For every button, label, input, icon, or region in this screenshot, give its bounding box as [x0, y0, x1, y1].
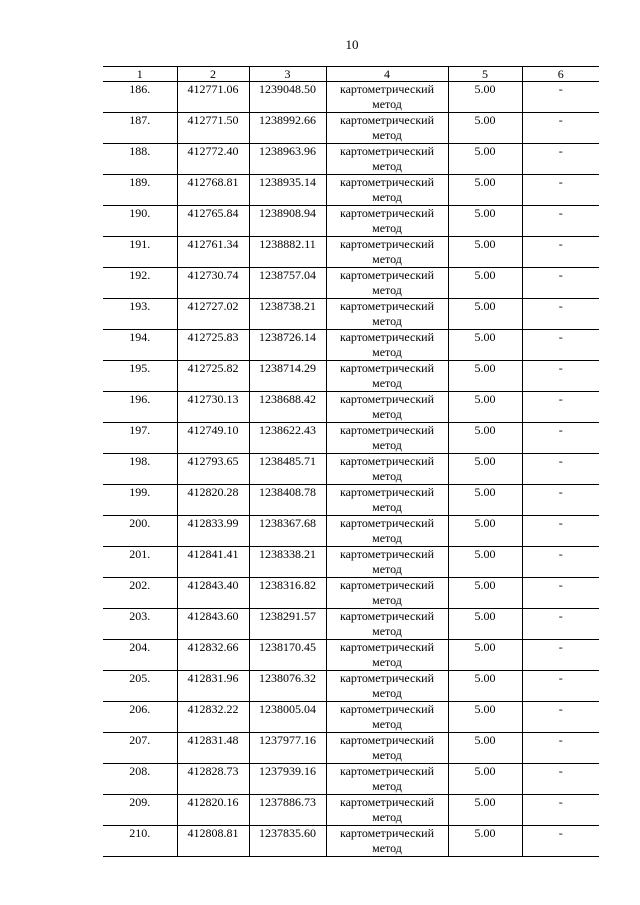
- note-cell: -: [522, 547, 599, 578]
- x-coordinate-cell: 412727.02: [177, 299, 249, 330]
- method-cell: [326, 454, 448, 485]
- y-coordinate-cell: 1237977.16: [249, 733, 326, 764]
- point-number-cell: 209.: [103, 795, 177, 826]
- note-cell: -: [522, 82, 599, 113]
- point-number-cell: 186.: [103, 82, 177, 113]
- method-cell: [326, 299, 448, 330]
- note-cell: -: [522, 268, 599, 299]
- x-coordinate-cell: 412828.73: [177, 764, 249, 795]
- accuracy-cell: 5.00: [448, 144, 522, 175]
- note-cell: -: [522, 485, 599, 516]
- table-row: [103, 299, 599, 330]
- table-row: [103, 113, 599, 144]
- point-number-cell: 202.: [103, 578, 177, 609]
- method-text: картометрический метод: [339, 144, 435, 173]
- note-cell: -: [522, 764, 599, 795]
- y-coordinate-cell: 1238935.14: [249, 175, 326, 206]
- method-text: картометрический метод: [339, 268, 435, 297]
- method-text: картометрический метод: [339, 671, 435, 700]
- accuracy-cell: 5.00: [448, 454, 522, 485]
- method-text: картометрический метод: [339, 485, 435, 514]
- y-coordinate-cell: 1237886.73: [249, 795, 326, 826]
- note-cell: -: [522, 826, 599, 857]
- y-coordinate-cell: 1238908.94: [249, 206, 326, 237]
- note-cell: -: [522, 392, 599, 423]
- x-coordinate-cell: 412832.22: [177, 702, 249, 733]
- accuracy-cell: 5.00: [448, 82, 522, 113]
- method-cell: [326, 733, 448, 764]
- table-row: [103, 795, 599, 826]
- method-cell: [326, 826, 448, 857]
- y-coordinate-cell: 1239048.50: [249, 82, 326, 113]
- point-number-cell: 207.: [103, 733, 177, 764]
- method-text: картометрический метод: [339, 206, 435, 235]
- x-coordinate-cell: 412761.34: [177, 237, 249, 268]
- note-cell: -: [522, 237, 599, 268]
- x-coordinate-cell: 412771.50: [177, 113, 249, 144]
- column-header: 3: [249, 67, 326, 82]
- x-coordinate-cell: 412841.41: [177, 547, 249, 578]
- y-coordinate-cell: 1237939.16: [249, 764, 326, 795]
- point-number-cell: 200.: [103, 516, 177, 547]
- method-text: картометрический метод: [339, 702, 435, 731]
- accuracy-cell: 5.00: [448, 547, 522, 578]
- method-cell: [326, 268, 448, 299]
- table-row: [103, 330, 599, 361]
- method-cell: [326, 516, 448, 547]
- method-cell: [326, 671, 448, 702]
- x-coordinate-cell: 412831.96: [177, 671, 249, 702]
- method-text: картометрический метод: [339, 733, 435, 762]
- point-number-cell: 190.: [103, 206, 177, 237]
- method-text: картометрический метод: [339, 361, 435, 390]
- method-cell: [326, 764, 448, 795]
- method-cell: [326, 82, 448, 113]
- note-cell: -: [522, 299, 599, 330]
- column-header: 1: [103, 67, 177, 82]
- note-cell: -: [522, 671, 599, 702]
- method-text: картометрический метод: [339, 454, 435, 483]
- x-coordinate-cell: 412730.74: [177, 268, 249, 299]
- method-cell: [326, 795, 448, 826]
- accuracy-cell: 5.00: [448, 237, 522, 268]
- method-text: картометрический метод: [339, 516, 435, 545]
- x-coordinate-cell: 412772.40: [177, 144, 249, 175]
- accuracy-cell: 5.00: [448, 702, 522, 733]
- point-number-cell: 193.: [103, 299, 177, 330]
- accuracy-cell: 5.00: [448, 206, 522, 237]
- note-cell: -: [522, 702, 599, 733]
- y-coordinate-cell: 1238757.04: [249, 268, 326, 299]
- accuracy-cell: 5.00: [448, 330, 522, 361]
- table-row: [103, 392, 599, 423]
- table-row: [103, 237, 599, 268]
- method-text: картометрический метод: [339, 82, 435, 111]
- x-coordinate-cell: 412725.82: [177, 361, 249, 392]
- method-text: картометрический метод: [339, 826, 435, 855]
- x-coordinate-cell: 412765.84: [177, 206, 249, 237]
- x-coordinate-cell: 412843.40: [177, 578, 249, 609]
- note-cell: -: [522, 144, 599, 175]
- table-body: [103, 82, 599, 857]
- method-cell: [326, 702, 448, 733]
- method-cell: [326, 175, 448, 206]
- point-number-cell: 187.: [103, 113, 177, 144]
- note-cell: -: [522, 454, 599, 485]
- y-coordinate-cell: 1238338.21: [249, 547, 326, 578]
- accuracy-cell: 5.00: [448, 113, 522, 144]
- point-number-cell: 191.: [103, 237, 177, 268]
- point-number-cell: 203.: [103, 609, 177, 640]
- table-row: [103, 423, 599, 454]
- x-coordinate-cell: 412808.81: [177, 826, 249, 857]
- method-text: картометрический метод: [339, 330, 435, 359]
- method-text: картометрический метод: [339, 547, 435, 576]
- y-coordinate-cell: 1238963.96: [249, 144, 326, 175]
- method-text: картометрический метод: [339, 609, 435, 638]
- point-number-cell: 210.: [103, 826, 177, 857]
- method-text: картометрический метод: [339, 764, 435, 793]
- method-text: картометрический метод: [339, 640, 435, 669]
- method-text: картометрический метод: [339, 113, 435, 142]
- method-cell: [326, 237, 448, 268]
- y-coordinate-cell: 1238622.43: [249, 423, 326, 454]
- coordinates-table: [103, 66, 599, 857]
- table-row: [103, 578, 599, 609]
- table-row: [103, 82, 599, 113]
- y-coordinate-cell: 1238367.68: [249, 516, 326, 547]
- point-number-cell: 205.: [103, 671, 177, 702]
- y-coordinate-cell: 1238170.45: [249, 640, 326, 671]
- y-coordinate-cell: 1238005.04: [249, 702, 326, 733]
- accuracy-cell: 5.00: [448, 423, 522, 454]
- method-text: картометрический метод: [339, 423, 435, 452]
- point-number-cell: 195.: [103, 361, 177, 392]
- table-row: [103, 361, 599, 392]
- y-coordinate-cell: 1237835.60: [249, 826, 326, 857]
- accuracy-cell: 5.00: [448, 299, 522, 330]
- y-coordinate-cell: 1238714.29: [249, 361, 326, 392]
- accuracy-cell: 5.00: [448, 361, 522, 392]
- y-coordinate-cell: 1238408.78: [249, 485, 326, 516]
- method-cell: [326, 640, 448, 671]
- y-coordinate-cell: 1238726.14: [249, 330, 326, 361]
- accuracy-cell: 5.00: [448, 764, 522, 795]
- note-cell: -: [522, 578, 599, 609]
- note-cell: -: [522, 175, 599, 206]
- table-header-row: [103, 67, 599, 82]
- note-cell: -: [522, 330, 599, 361]
- point-number-cell: 198.: [103, 454, 177, 485]
- point-number-cell: 201.: [103, 547, 177, 578]
- table-row: [103, 454, 599, 485]
- x-coordinate-cell: 412820.28: [177, 485, 249, 516]
- accuracy-cell: 5.00: [448, 175, 522, 206]
- note-cell: -: [522, 113, 599, 144]
- method-text: картометрический метод: [339, 578, 435, 607]
- accuracy-cell: 5.00: [448, 733, 522, 764]
- x-coordinate-cell: 412843.60: [177, 609, 249, 640]
- point-number-cell: 197.: [103, 423, 177, 454]
- method-text: картометрический метод: [339, 175, 435, 204]
- method-cell: [326, 144, 448, 175]
- table-row: [103, 144, 599, 175]
- point-number-cell: 188.: [103, 144, 177, 175]
- x-coordinate-cell: 412725.83: [177, 330, 249, 361]
- table-row: [103, 268, 599, 299]
- table-row: [103, 671, 599, 702]
- accuracy-cell: 5.00: [448, 609, 522, 640]
- y-coordinate-cell: 1238992.66: [249, 113, 326, 144]
- point-number-cell: 208.: [103, 764, 177, 795]
- y-coordinate-cell: 1238882.11: [249, 237, 326, 268]
- x-coordinate-cell: 412771.06: [177, 82, 249, 113]
- method-cell: [326, 578, 448, 609]
- point-number-cell: 206.: [103, 702, 177, 733]
- point-number-cell: 204.: [103, 640, 177, 671]
- method-cell: [326, 361, 448, 392]
- table-row: [103, 206, 599, 237]
- column-header: 4: [326, 67, 448, 82]
- table-row: [103, 175, 599, 206]
- y-coordinate-cell: 1238316.82: [249, 578, 326, 609]
- table-row: [103, 516, 599, 547]
- method-cell: [326, 423, 448, 454]
- y-coordinate-cell: 1238688.42: [249, 392, 326, 423]
- method-cell: [326, 113, 448, 144]
- accuracy-cell: 5.00: [448, 671, 522, 702]
- point-number-cell: 192.: [103, 268, 177, 299]
- page-number: 10: [345, 37, 359, 52]
- y-coordinate-cell: 1238076.32: [249, 671, 326, 702]
- table-row: [103, 733, 599, 764]
- x-coordinate-cell: 412749.10: [177, 423, 249, 454]
- method-cell: [326, 609, 448, 640]
- note-cell: -: [522, 640, 599, 671]
- table-row: [103, 640, 599, 671]
- x-coordinate-cell: 412833.99: [177, 516, 249, 547]
- x-coordinate-cell: 412832.66: [177, 640, 249, 671]
- y-coordinate-cell: 1238485.71: [249, 454, 326, 485]
- table-row: [103, 764, 599, 795]
- x-coordinate-cell: 412768.81: [177, 175, 249, 206]
- accuracy-cell: 5.00: [448, 392, 522, 423]
- note-cell: -: [522, 733, 599, 764]
- note-cell: -: [522, 423, 599, 454]
- point-number-cell: 196.: [103, 392, 177, 423]
- point-number-cell: 199.: [103, 485, 177, 516]
- method-cell: [326, 330, 448, 361]
- note-cell: -: [522, 361, 599, 392]
- column-header: 2: [177, 67, 249, 82]
- method-text: картометрический метод: [339, 392, 435, 421]
- accuracy-cell: 5.00: [448, 826, 522, 857]
- x-coordinate-cell: 412820.16: [177, 795, 249, 826]
- method-text: картометрический метод: [339, 237, 435, 266]
- column-header: 6: [522, 67, 599, 82]
- method-cell: [326, 392, 448, 423]
- method-cell: [326, 547, 448, 578]
- table-row: [103, 609, 599, 640]
- point-number-cell: 189.: [103, 175, 177, 206]
- note-cell: -: [522, 206, 599, 237]
- x-coordinate-cell: 412730.13: [177, 392, 249, 423]
- x-coordinate-cell: 412831.48: [177, 733, 249, 764]
- accuracy-cell: 5.00: [448, 578, 522, 609]
- accuracy-cell: 5.00: [448, 640, 522, 671]
- table-row: [103, 485, 599, 516]
- y-coordinate-cell: 1238291.57: [249, 609, 326, 640]
- table-row: [103, 547, 599, 578]
- accuracy-cell: 5.00: [448, 485, 522, 516]
- note-cell: -: [522, 516, 599, 547]
- table-row: [103, 826, 599, 857]
- accuracy-cell: 5.00: [448, 795, 522, 826]
- accuracy-cell: 5.00: [448, 268, 522, 299]
- method-cell: [326, 485, 448, 516]
- method-cell: [326, 206, 448, 237]
- method-text: картометрический метод: [339, 299, 435, 328]
- note-cell: -: [522, 609, 599, 640]
- y-coordinate-cell: 1238738.21: [249, 299, 326, 330]
- note-cell: -: [522, 795, 599, 826]
- x-coordinate-cell: 412793.65: [177, 454, 249, 485]
- accuracy-cell: 5.00: [448, 516, 522, 547]
- column-header: 5: [448, 67, 522, 82]
- table-row: [103, 702, 599, 733]
- point-number-cell: 194.: [103, 330, 177, 361]
- method-text: картометрический метод: [339, 795, 435, 824]
